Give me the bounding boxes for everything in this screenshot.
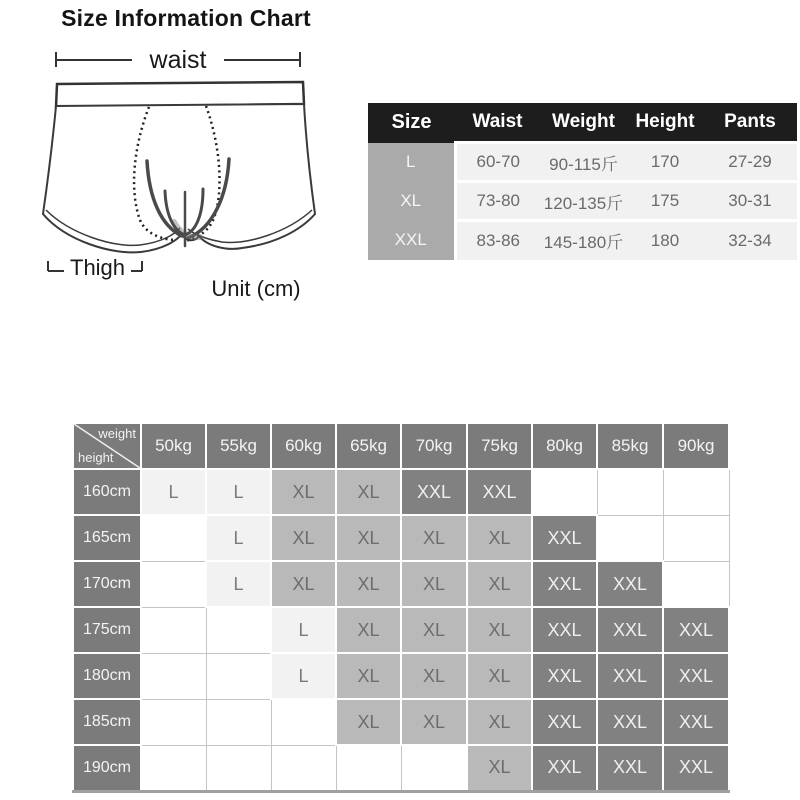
size-label-cell: L bbox=[368, 143, 455, 182]
matrix-cell: L bbox=[206, 469, 271, 515]
matrix-cell: XXL bbox=[532, 745, 597, 791]
size-table-header-height: Height bbox=[627, 103, 703, 143]
matrix-cell: XL bbox=[467, 745, 532, 791]
matrix-cell: XL bbox=[336, 607, 401, 653]
height-row-header: 180cm bbox=[73, 653, 141, 699]
matrix-cell: XXL bbox=[597, 699, 663, 745]
size-table-header-pants: Pants bbox=[703, 103, 797, 143]
matrix-row-170cm bbox=[73, 561, 729, 607]
matrix-cell: XXL bbox=[532, 561, 597, 607]
height-row-header: 165cm bbox=[73, 515, 141, 561]
height-row-header: 175cm bbox=[73, 607, 141, 653]
matrix-cell: XL bbox=[467, 561, 532, 607]
height-row-header: 185cm bbox=[73, 699, 141, 745]
matrix-cell: XXL bbox=[597, 653, 663, 699]
matrix-cell: XXL bbox=[663, 745, 729, 791]
weight-column-header: 50kg bbox=[141, 423, 206, 469]
matrix-cell: XL bbox=[401, 699, 467, 745]
corner-weight-label: weight bbox=[98, 426, 136, 441]
size-label-cell: XL bbox=[368, 182, 455, 221]
matrix-cell: XXL bbox=[663, 607, 729, 653]
matrix-cell bbox=[141, 653, 206, 699]
matrix-cell: XL bbox=[271, 561, 336, 607]
matrix-cell bbox=[401, 745, 467, 791]
weight-column-header: 65kg bbox=[336, 423, 401, 469]
matrix-cell: XL bbox=[467, 653, 532, 699]
matrix-cell bbox=[141, 515, 206, 561]
height-row-header: 190cm bbox=[73, 745, 141, 791]
weight-column-header: 80kg bbox=[532, 423, 597, 469]
matrix-cell: XL bbox=[271, 469, 336, 515]
matrix-cell bbox=[141, 699, 206, 745]
matrix-cell bbox=[663, 561, 729, 607]
pants-value-cell: 32-34 bbox=[703, 221, 797, 260]
matrix-cell: XL bbox=[401, 607, 467, 653]
matrix-cell: XXL bbox=[597, 607, 663, 653]
matrix-cell: XXL bbox=[597, 561, 663, 607]
weight-column-header: 90kg bbox=[663, 423, 729, 469]
matrix-cell: XXL bbox=[467, 469, 532, 515]
size-table-header-row bbox=[368, 103, 797, 143]
matrix-cell: L bbox=[141, 469, 206, 515]
corner-height-label: height bbox=[78, 450, 114, 465]
matrix-row-165cm bbox=[73, 515, 729, 561]
pants-value-cell: 27-29 bbox=[703, 143, 797, 182]
weight-value-cell: 120-135斤 bbox=[540, 182, 627, 221]
height-value-cell: 170 bbox=[627, 143, 703, 182]
matrix-cell: XL bbox=[401, 561, 467, 607]
matrix-cell: XL bbox=[336, 515, 401, 561]
weight-value-cell: 145-180斤 bbox=[540, 221, 627, 260]
matrix-cell bbox=[141, 607, 206, 653]
weight-value-cell: 90-115斤 bbox=[540, 143, 627, 182]
matrix-cell: L bbox=[206, 561, 271, 607]
size-table-header-weight: Weight bbox=[540, 103, 627, 143]
matrix-cell bbox=[271, 745, 336, 791]
matrix-cell: XXL bbox=[401, 469, 467, 515]
matrix-row-180cm bbox=[73, 653, 729, 699]
size-table-row-l bbox=[368, 143, 797, 182]
matrix-cell: XL bbox=[467, 699, 532, 745]
size-label-cell: XXL bbox=[368, 221, 455, 260]
matrix-cell: XXL bbox=[532, 515, 597, 561]
matrix-cell bbox=[141, 745, 206, 791]
matrix-cell: XL bbox=[336, 699, 401, 745]
matrix-row-175cm bbox=[73, 607, 729, 653]
matrix-cell: XL bbox=[401, 515, 467, 561]
matrix-cell: L bbox=[271, 653, 336, 699]
matrix-cell: XXL bbox=[597, 745, 663, 791]
matrix-cell: XL bbox=[336, 561, 401, 607]
waistband bbox=[56, 82, 304, 107]
matrix-cell: L bbox=[206, 515, 271, 561]
size-table-row-xl bbox=[368, 182, 797, 221]
waist-value-cell: 60-70 bbox=[455, 143, 540, 182]
height-row-header: 160cm bbox=[73, 469, 141, 515]
matrix-cell bbox=[597, 515, 663, 561]
pants-value-cell: 30-31 bbox=[703, 182, 797, 221]
matrix-cell: XXL bbox=[663, 653, 729, 699]
weight-column-header: 55kg bbox=[206, 423, 271, 469]
unit-label: Unit (cm) bbox=[211, 276, 301, 301]
size-table-header-size: Size bbox=[368, 103, 455, 143]
matrix-cell: XXL bbox=[663, 699, 729, 745]
height-weight-matrix bbox=[72, 422, 730, 793]
matrix-cell: XL bbox=[467, 607, 532, 653]
page-title: Size Information Chart bbox=[61, 5, 311, 31]
matrix-cell bbox=[532, 469, 597, 515]
matrix-cell bbox=[141, 561, 206, 607]
size-table-header-waist: Waist bbox=[455, 103, 540, 143]
waist-value-cell: 73-80 bbox=[455, 182, 540, 221]
size-table-row-xxl bbox=[368, 221, 797, 260]
matrix-cell bbox=[597, 469, 663, 515]
height-value-cell: 180 bbox=[627, 221, 703, 260]
height-value-cell: 175 bbox=[627, 182, 703, 221]
matrix-row-185cm bbox=[73, 699, 729, 745]
matrix-cell bbox=[206, 745, 271, 791]
matrix-cell bbox=[206, 653, 271, 699]
matrix-cell bbox=[663, 469, 729, 515]
weight-column-header: 85kg bbox=[597, 423, 663, 469]
matrix-cell bbox=[271, 699, 336, 745]
matrix-cell bbox=[663, 515, 729, 561]
matrix-cell: XL bbox=[336, 469, 401, 515]
matrix-cell: XL bbox=[271, 515, 336, 561]
matrix-row-190cm bbox=[73, 745, 729, 791]
matrix-cell bbox=[336, 745, 401, 791]
matrix-corner-cell bbox=[73, 423, 141, 469]
waist-value-cell: 83-86 bbox=[455, 221, 540, 260]
size-table bbox=[368, 103, 797, 260]
thigh-dimension-label: Thigh bbox=[64, 255, 131, 281]
matrix-cell: XXL bbox=[532, 607, 597, 653]
waist-dimension-label: waist bbox=[149, 46, 207, 74]
matrix-cell: XL bbox=[467, 515, 532, 561]
matrix-cell bbox=[206, 607, 271, 653]
weight-column-header: 70kg bbox=[401, 423, 467, 469]
matrix-header-row bbox=[73, 423, 729, 469]
matrix-cell bbox=[206, 699, 271, 745]
weight-column-header: 75kg bbox=[467, 423, 532, 469]
weight-column-header: 60kg bbox=[271, 423, 336, 469]
height-row-header: 170cm bbox=[73, 561, 141, 607]
matrix-cell: XL bbox=[401, 653, 467, 699]
matrix-cell: XXL bbox=[532, 699, 597, 745]
matrix-row-160cm bbox=[73, 469, 729, 515]
matrix-cell: XL bbox=[336, 653, 401, 699]
matrix-cell: L bbox=[271, 607, 336, 653]
matrix-cell: XXL bbox=[532, 653, 597, 699]
